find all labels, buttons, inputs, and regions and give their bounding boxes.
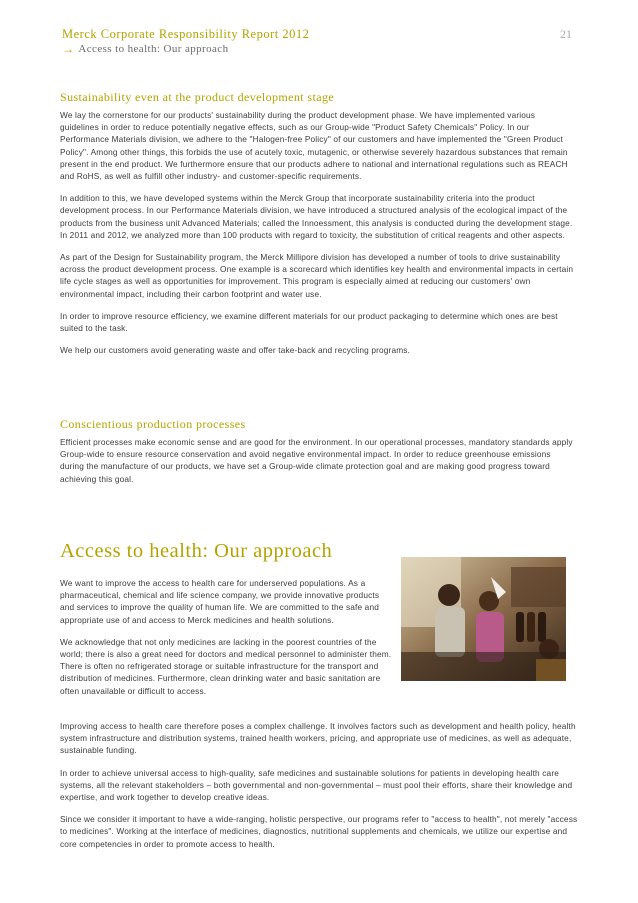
paragraph: In order to achieve universal access to high-quality, safe medicines and sustainable solutions for patients in developing health care systems, all the relevant stakeholders – both governmental and non-governmental – must pool their efforts, share their knowledge and expertise, and work together to develop creative ideas. <box>60 767 573 803</box>
paragraph: Improving access to health care therefore poses a complex challenge. It involves factors such as development and health policy, health system infrastructure and distribution systems, trained health workers, pricing, and appropriate use of medicines, as well as adequate, sustainable funding. <box>60 721 576 756</box>
page-number: 21 <box>560 27 572 41</box>
paragraph: We help our customers avoid generating waste and offer take-back and recycling programs. <box>60 345 411 356</box>
paragraph: Efficient processes make economic sense and are good for the environment. In our operational processes, mandatory standards apply Group-wide to ensure resource conservation and avoid negative environmental impact. In order to reduce greenhouse emissions during the manufacture of our products, we have set a Group-wide climate protection goal and are making good progress toward achieving this goal. <box>60 437 573 484</box>
section-production <box>60 417 576 495</box>
paragraph: Since we consider it important to have a wide-ranging, holistic perspective, our programs refer to "access to health", not merely "access to medicines". Working at the interface of medicines, diagnostics, nutritional supplements and chemicals, we utilize our expertise and core competencies in order to promote access to health. <box>60 814 578 849</box>
section-title-access: Access to health: Our approach <box>60 540 333 562</box>
photo-health-workers <box>401 557 566 681</box>
breadcrumb[interactable] <box>62 43 228 55</box>
paragraph: In addition to this, we have developed systems within the Merck Group that incorporate sustainability criteria into the product development process. In our Performance Materials division, we have introduced a structured analysis of the ecological impact of the products from the business unit Advanced Materials; called the Innoessment, this analysis is conducted during the development stage. In 2011 and 2012, we analyzed more than 100 products with regard to toxicity, the substitution of critical reagents and other aspects. <box>60 193 573 240</box>
paragraph: In order to improve resource efficiency, we examine different materials for our product packaging to determine which ones are best suited to the task. <box>60 310 558 334</box>
arrow-right-icon: → <box>62 42 75 56</box>
access-details <box>60 720 580 860</box>
paragraph: As part of the Design for Sustainability program, the Merck Millipore division has developed a number of tools to drive sustainability across the product development process. One example is a scorecard which identifies key health and environmental impacts in certain life cycle stages as well as opportunities for improvement. This program is especially aimed at reducing our customers' own environmental impact, including their carbon footprint and water use. <box>60 252 574 299</box>
breadcrumb-label: Access to health: Our approach <box>78 43 229 55</box>
section-product-development <box>60 90 576 366</box>
photo-illustration <box>401 557 566 681</box>
section-heading: Sustainability even at the product development stage <box>60 90 335 104</box>
paragraph: We acknowledge that not only medicines are lacking in the poorest countries of the world; there is also a great need for doctors and medical personnel to administer them. There is often no refrigerated storage or suitable infrastructure for the transport and distribution of medicines. Furthermore, clean drinking water and basic sanitation are often unavailable or difficult to access. <box>60 636 392 696</box>
access-intro <box>60 577 395 707</box>
paragraph: We lay the cornerstone for our products' sustainability during the product development phase. We have implemented various guidelines in order to reduce potentially negative effects, such as our Group-wide "Product Safety Chemicals" Policy. In our Performance Materials division, we adhere to the "Halogen-free Policy" of our customers and have implemented the "Green Product Policy". Among other things, this forbids the use of acutely toxic, mutagenic, or otherwise severely hazardous substances that remain present in the end product. We furthermore ensure that our products adhere to national and international regulations such as REACH and RoHS, as well as fulfill other industry- and customer-specific requirements. <box>60 110 568 182</box>
paragraph: We want to improve the access to health care for underserved populations. As a pharmaceutical, chemical and life science company, we provide innovative products and services to improve the quality of human life. We are committed to the safe and appropriate use of and access to Merck medicines and health solutions. <box>60 578 380 625</box>
report-title: Merck Corporate Responsibility Report 2012 <box>62 27 310 41</box>
section-heading: Conscientious production processes <box>60 417 246 431</box>
